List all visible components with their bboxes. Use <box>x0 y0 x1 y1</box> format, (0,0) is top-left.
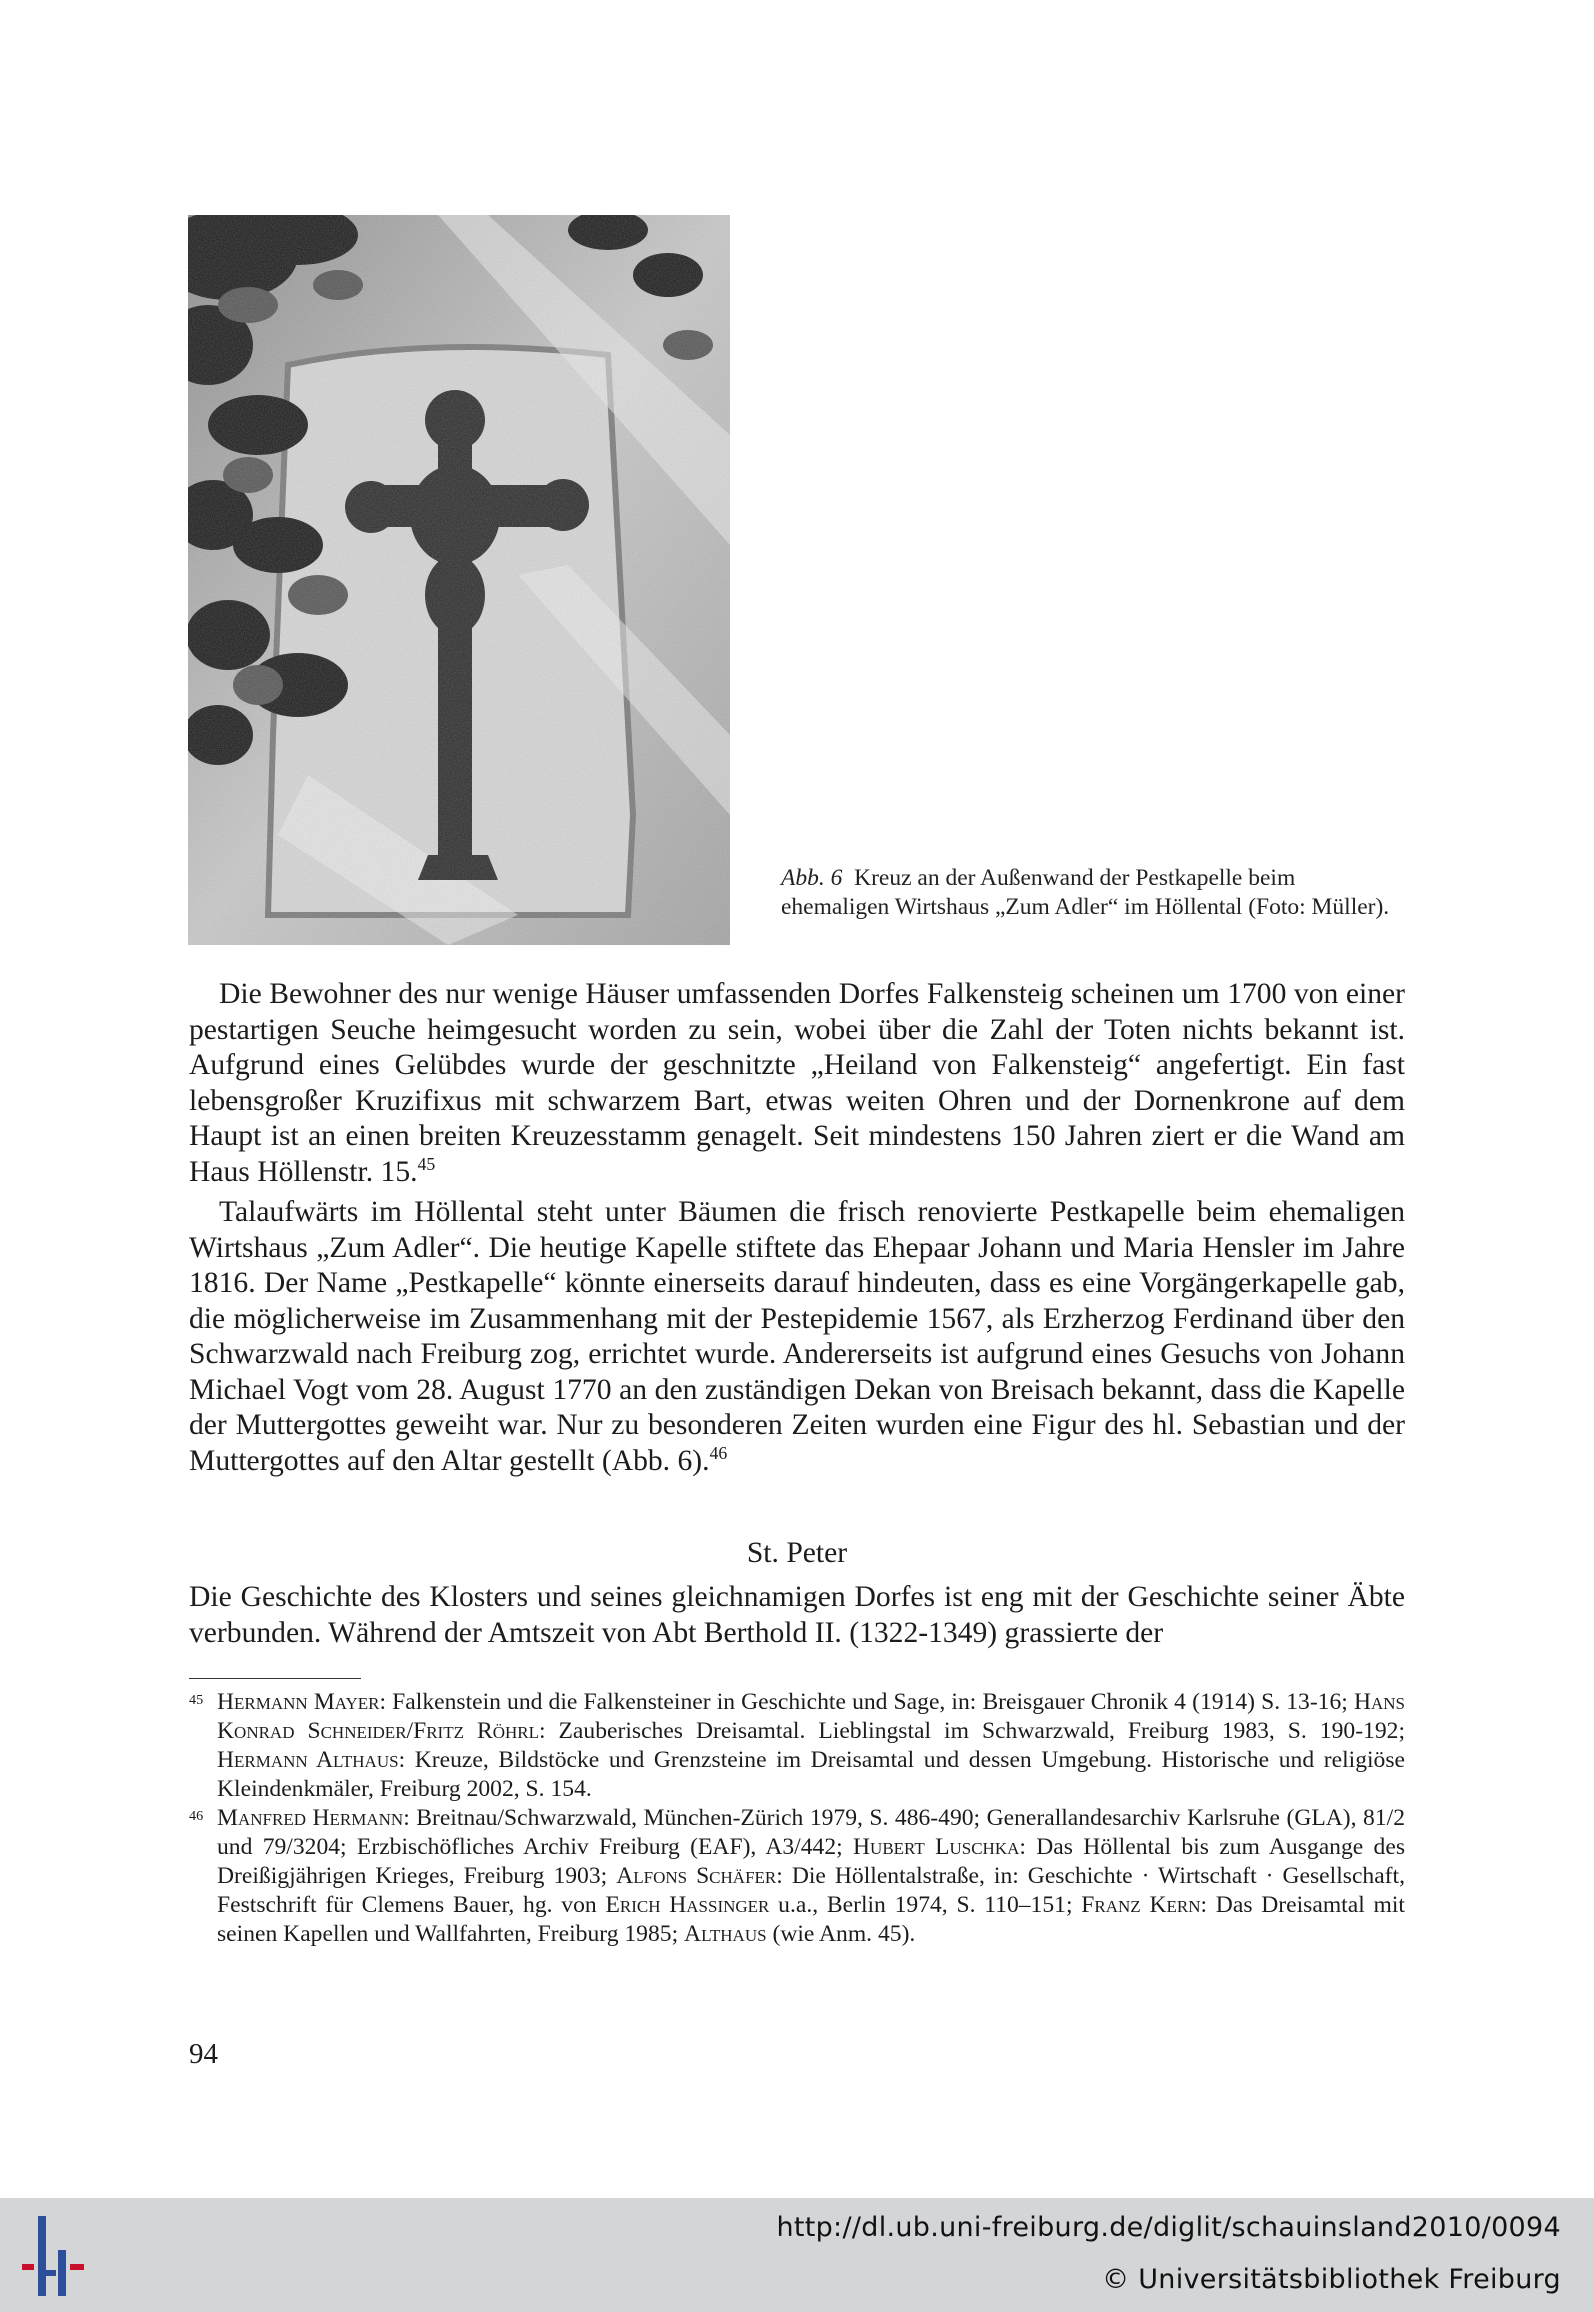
page-number: 94 <box>189 2038 218 2070</box>
footnote-ref: 45 <box>417 1153 436 1174</box>
footnote-text: : Falkenstein und die Falkensteiner in Geschichte und Sage, in: Breisgauer Chronik 4 (1914) S. 13-16; <box>379 1689 1354 1715</box>
footnote-text: : Zauberisches Dreisamtal. Lieblingstal im Schwarzwald, Freiburg 1983, S. 190-192; <box>538 1718 1405 1744</box>
paragraph-text: Die Bewohner des nur wenige Häuser umfassenden Dorfes Falkensteig scheinen um 1700 von einer pestartigen Seuche heimgesucht worden zu sein, wobei über die Zahl der Toten nichts bekannt ist. Aufgrund eines Gelübdes wurde der geschnitzte „Heiland von Falkensteig“ angefertigt. Ein fast lebensgroßer Kruzifixus mit schwarzem Bart, etwas weiten Ohren und der Dornenkrone auf dem Haupt ist an einen breiten Kreuzesstamm genagelt. Seit mindestens 150 Jahren ziert er die Wand am Haus Höllenstr. 15. <box>189 978 1405 1188</box>
footnote-45 <box>189 1688 1405 1804</box>
footnote-text: : Breitnau/Schwarzwald, München-Zürich 1979, S. 486-490; Generallandesarchiv Karlsruhe (GLA), 81/2 und 79/3204; Erzbischöfliches Archiv Freiburg (EAF), A3/442; <box>217 1805 1405 1860</box>
footnote-text: (wie Anm. 45). <box>766 1921 916 1947</box>
author: Hermann Mayer <box>217 1689 380 1715</box>
caption-label: Abb. 6 <box>781 865 843 891</box>
body-paragraph-3 <box>189 1580 1405 1651</box>
author: Manfred Hermann <box>217 1805 404 1831</box>
paragraph-text: Die Geschichte des Klosters und seines gleichnamigen Dorfes ist eng mit der Geschichte seiner Äbte verbunden. Während der Amtszeit von Abt Berthold II. (1322-1349) grassierte der <box>189 1581 1405 1649</box>
author: Althaus <box>684 1921 767 1947</box>
footer-copyright: © Universitätsbibliothek Freiburg <box>1102 2264 1561 2295</box>
footnote-text: : Die Höllentalstraße, in: Geschichte · Wirtschaft · Gesellschaft, Festschrift für Clemens Bauer, hg. von <box>217 1863 1405 1918</box>
footer-url-link[interactable]: http://dl.ub.uni-freiburg.de/diglit/schauinsland2010/0094 <box>776 2212 1561 2243</box>
footnote-number: 46 <box>189 1808 204 1824</box>
author: Erich Hassinger <box>605 1892 770 1918</box>
author: Hermann Althaus <box>217 1747 399 1773</box>
ub-freiburg-logo-icon <box>18 2214 102 2300</box>
author: Franz Kern <box>1081 1892 1201 1918</box>
body-paragraph-1 <box>189 977 1405 1190</box>
footnote-number: 45 <box>189 1692 204 1708</box>
author: Hans Konrad Schneider/Fritz Röhrl <box>217 1689 1405 1744</box>
paragraph-text: Talaufwärts im Höllental steht unter Bäumen die frisch renovierte Pestkapelle beim ehemaligen Wirtshaus „Zum Adler“. Die heutige Kapelle stiftete das Ehepaar Johann und Maria Hensler im Jahre 1816. Der Name „Pestkapelle“ könnte einerseits darauf hindeuten, dass es eine Vorgängerkapelle gab, die möglicherweise im Zusammenhang mit der Pestepidemie 1567, als Erzherzog Ferdinand über den Schwarzwald nach Freiburg zog, errichtet wurde. Andererseits ist aufgrund eines Gesuchs von Johann Michael Vogt vom 28. August 1770 an den zuständigen Dekan von Breisach bekannt, dass die Kapelle der Muttergottes geweiht war. Nur zu besonderen Zeiten wurden eine Figur des hl. Sebastian und der Muttergottes auf den Altar gestellt (Abb. 6). <box>189 1196 1405 1477</box>
footnote-text: : Das Dreisamtal mit seinen Kapellen und Wallfahrten, Freiburg 1985; <box>217 1892 1405 1947</box>
caption-text: Kreuz an der Außenwand der Pestkapelle beim ehemaligen Wirtshaus „Zum Adler“ im Höllental (Foto: Müller). <box>781 865 1390 920</box>
footnote-ref: 46 <box>709 1442 728 1463</box>
footnote-text: : Kreuze, Bildstöcke und Grenzsteine im Dreisamtal und dessen Umgebung. Historische und religiöse Kleindenkmäler, Freiburg 2002, S. 154. <box>217 1747 1406 1802</box>
cross-photo <box>188 215 730 945</box>
footnote-rule <box>189 1678 361 1679</box>
footnote-text: u.a., Berlin 1974, S. 110–151; <box>769 1892 1082 1918</box>
footnote-46 <box>189 1804 1405 1949</box>
author: Alfons Schäfer <box>616 1863 777 1889</box>
section-heading: St. Peter <box>746 1537 848 1569</box>
figure-caption <box>781 864 1401 921</box>
author: Hubert Luschka <box>853 1834 1020 1860</box>
footnotes <box>189 1688 1405 1949</box>
footnote-text: : Das Höllental bis zum Ausgange des Dreißigjährigen Krieges, Freiburg 1903; <box>217 1834 1406 1889</box>
body-paragraph-2 <box>189 1195 1405 1479</box>
